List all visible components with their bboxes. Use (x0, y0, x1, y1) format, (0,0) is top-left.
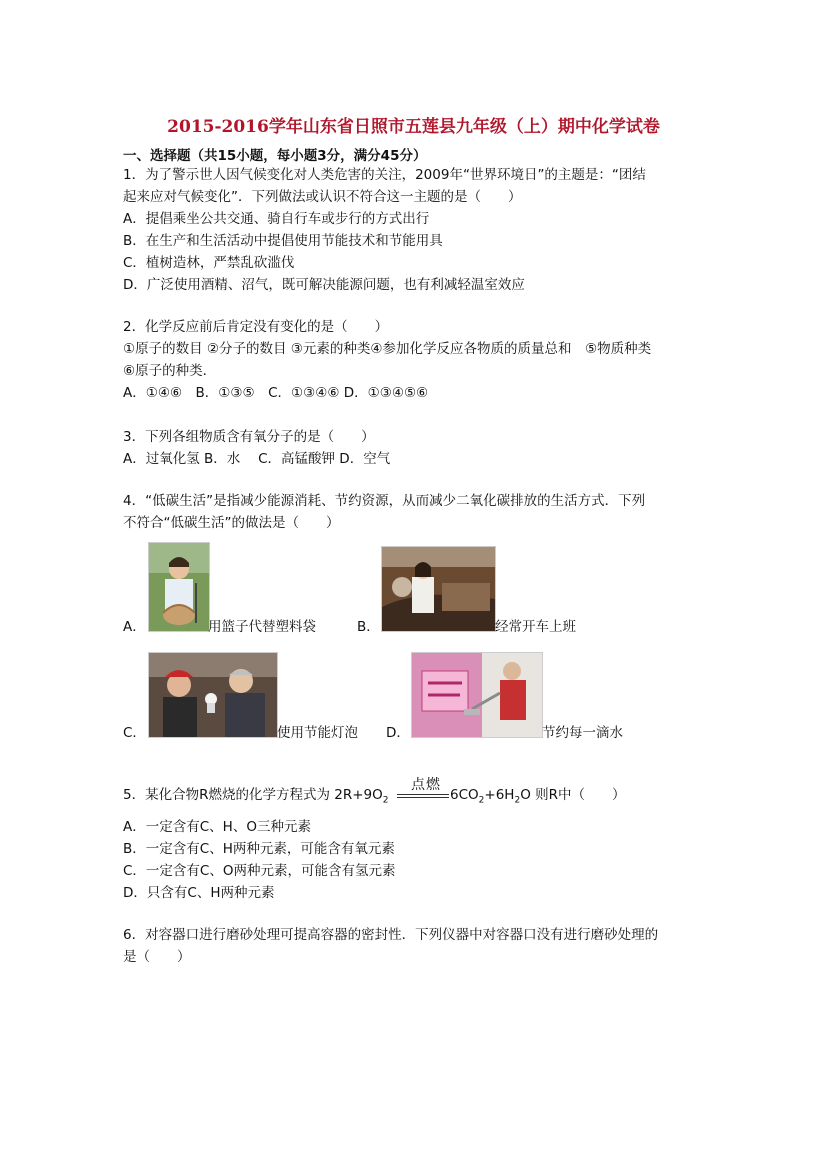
q5-option-c: C．一定含有C、O两种元素，可能含有氢元素 (123, 863, 396, 879)
q1-option-d: D．广泛使用酒精、沼气，既可解决能源问题，也有利减轻温室效应 (123, 277, 525, 293)
q5-option-d: D．只含有C、H两种元素 (123, 885, 275, 901)
q2-stem-line3: ⑥原子的种类． (123, 363, 217, 379)
q4-option-c-letter: C． (123, 725, 146, 741)
q5-sub-co2: 2 (478, 795, 485, 806)
q4-stem-line2: 不符合“低碳生活”的做法是（ ） (123, 515, 340, 531)
q5-equation (123, 786, 389, 810)
q4-option-b-letter: B． (357, 619, 380, 635)
q4-option-d-text: 节约每一滴水 (542, 725, 623, 741)
q4-option-a-letter: A． (123, 619, 146, 635)
q5-suffix: O 则R中（ ） (520, 787, 626, 803)
q5-option-a: A．一定含有C、H、O三种元素 (123, 819, 311, 835)
q5-sub-o2: 2 (382, 795, 389, 806)
q1-option-b: B．在生产和生活活动中提倡使用节能技术和节能用具 (123, 233, 443, 249)
q5-h2o: +6H (484, 787, 515, 803)
q5-co2: 6CO (450, 787, 479, 803)
q1-stem-line1: 1．为了警示世人因气候变化对人类危害的关注，2009年“世界环境日”的主题是：“团结 (123, 167, 646, 183)
q4-stem-line1: 4．“低碳生活”是指减少能源消耗、节约资源，从而减少二氧化碳排放的生活方式．下列 (123, 493, 646, 509)
reaction-condition: 点燃 (411, 777, 441, 793)
photo-basket (148, 542, 210, 632)
q2-stem-line2: ①原子的数目 ②分子的数目 ③元素的种类④参加化学反应各物质的质量总和 ⑤物质种类 (123, 341, 652, 357)
q5-option-b: B．一定含有C、H两种元素，可能含有氧元素 (123, 841, 395, 857)
q3-stem: 3．下列各组物质含有氧分子的是（ ） (123, 429, 375, 445)
photo-car (381, 546, 496, 632)
photo-bulb (148, 652, 278, 738)
q5-prefix: 5．某化合物R燃烧的化学方程式为 2R+9O (123, 787, 383, 803)
q1-option-a: A．提倡乘坐公共交通、骑自行车或步行的方式出行 (123, 211, 430, 227)
equation-arrow (397, 794, 449, 798)
q5-equation-products (450, 786, 626, 810)
q6-stem-line2: 是（ ） (123, 949, 191, 965)
page-title: 2015-2016学年山东省日照市五莲县九年级（上）期中化学试卷 (167, 117, 660, 137)
q4-option-b-text: 经常开车上班 (495, 619, 576, 635)
section-heading: 一、选择题（共15小题，每小题3分，满分45分） (123, 148, 427, 164)
q2-options: A．①④⑥ B．①③⑤ C．①③④⑥ D．①③④⑤⑥ (123, 385, 429, 401)
photo-water (411, 652, 543, 738)
q6-stem-line1: 6．对容器口进行磨砂处理可提高容器的密封性．下列仪器中对容器口没有进行磨砂处理的 (123, 927, 659, 943)
q5-sub-h2o: 2 (514, 795, 521, 806)
q1-option-c: C．植树造林，严禁乱砍滥伐 (123, 255, 295, 271)
q4-option-a-text: 用篮子代替塑料袋 (208, 619, 316, 635)
q4-option-d-letter: D． (386, 725, 410, 741)
q1-stem-line2: 起来应对气候变化”．下列做法或认识不符合这一主题的是（ ） (123, 189, 522, 205)
q4-option-c-text: 使用节能灯泡 (277, 725, 358, 741)
q3-options: A．过氧化氢 B．水 C．高锰酸钾 D．空气 (123, 451, 391, 467)
q2-stem-line1: 2．化学反应前后肯定没有变化的是（ ） (123, 319, 389, 335)
